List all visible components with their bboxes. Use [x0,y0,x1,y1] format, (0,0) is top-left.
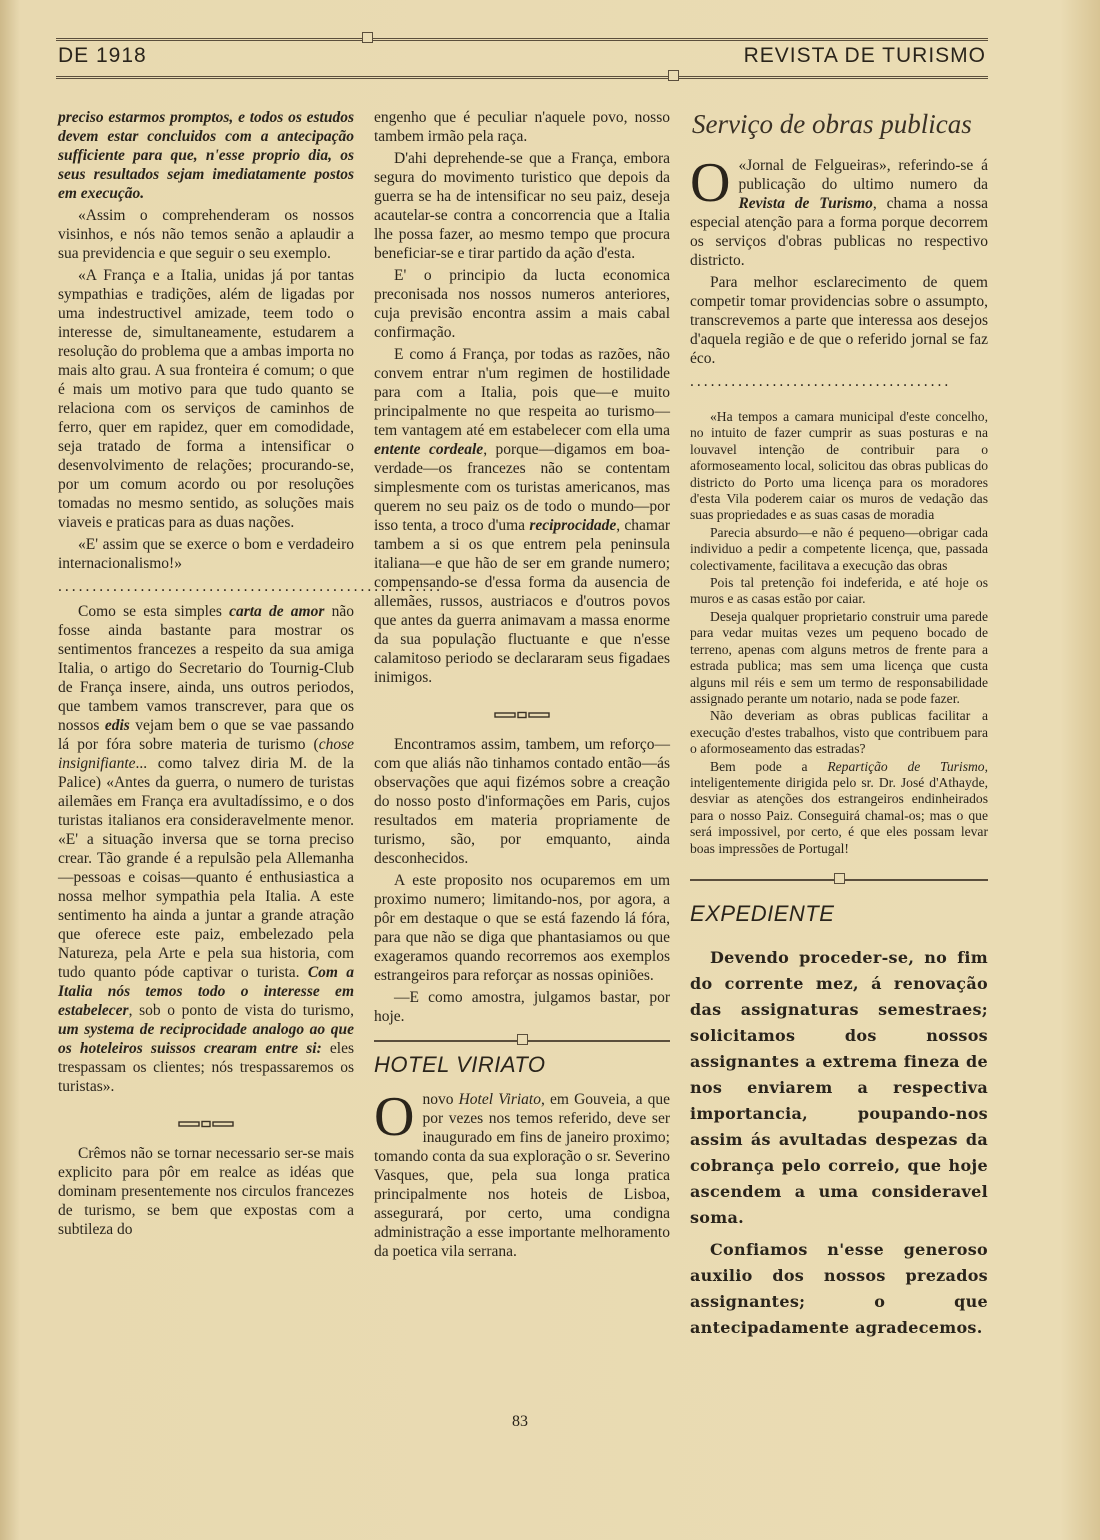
paragraph: Crêmos não se tornar necessario ser-se mais explicito para pôr em realce as idéas que dominam presentemente nos circulos francezes de turismo, se bem que expostas com a subtileza do [58,1145,354,1238]
paragraph: E' o principio da lucta economica preconisada nos nossos numeros anteriores, cuja previsão encontra assim a mais cabal confirmação. [374,267,670,341]
section-rule [690,879,988,881]
paragraph: A este proposito nos ocuparemos em um proximo numero; limitando-nos, por agora, a pôr em destaque o que se está fazendo lá fóra, para que não se diga que phantasiamos ou que exageramos quando recorremos aos exemplos estrangeiros para reforçar as nossas opiniões. [374,872,670,984]
paragraph: Pois tal pretenção foi indeferida, e até hoje os muros e as casas estão por caiar. [690,575,988,607]
header-title: REVISTA DE TURISMO [743,44,986,67]
text-run: , porque—digamos em boa-verdade—os francezes não se contentam simplesmente com os turistas americanos, mas querem no seu paiz os de todo o mundo—por isso tenta, a troco d'uma [374,441,670,534]
quoted-article [690,409,988,857]
paragraph: «A França e a Italia, unidas já por tantas sympathias e tradições, além de ligadas por uma indestructivel amizade, teem todo o interesse de, simultaneamente, estudarem a resolução do problema que a ambas importa no mais alto grau. A sua fronteira é comum; o que é mais um motivo para que tudo quanto se relaciona com os serviços de caminhos de ferro, quer em rapidez, quer em comodidade, seja tratado de forma a intensificar o desenvolvimento de relações; procurando-se, por um comum acordo ou por resoluções tomadas no mesmo sentido, as soluções mais viaveis e praticas para as duas nações. [58,267,354,531]
paragraph [58,602,354,1096]
paragraph: engenho que é peculiar n'aquele povo, nosso tambem irmão pela raça. [374,109,670,145]
rule-ornament [362,32,373,43]
dotted-separator: ........................................................ [58,578,443,595]
obras-heading: Serviço de obras publicas [692,109,972,139]
text-run: Como se esta simples [78,603,230,620]
paragraph: «E' assim que se exerce o bom e verdadeiro internacionalismo!» [58,536,354,572]
text-run: novo [422,1091,459,1108]
expediente-notice [690,945,988,1341]
text-run: , inteligentemente dirigida pelo sr. Dr. José d'Athayde, desviar as atenções dos estrangeiros endinheirados para o nosso Paiz. Conseguirá chamal-os; mas o que será impossivel, por certo, é que eles possam levar boas impressões de Portugal! [690,758,989,856]
paragraph: D'ahi deprehende-se que a França, embora segura do movimento turistico que depois da guerra se ha de intensificar no seu paiz, deseja acautelar-se contra a concorrencia que a Italia lhe possa fazer, ao mesmo tempo que procura beneficiar-se e tirar partido da ação d'esta. [374,150,670,262]
paragraph: Para melhor esclarecimento de quem competir tomar providencias sobre o assumpto, transcrevemos a parte que interessa aos desejos d'aquela região e de que o referido jornal se faz éco. [690,274,988,367]
text-run: , sob o ponto de vista do turismo, [128,1002,354,1019]
ornament-divider [374,705,670,715]
top-rule [56,38,988,41]
text-run: , em Gouveia, a que por vezes nos temos referido, deve ser inaugurado em fins de janeiro proximo; tomando conta da sua exploração o sr. Severino Vasques, que, pela sua longa pratica principalmente nos hoteis de Lisboa, assegurará, por certo, uma condigna administração a esse importante melhoramento da poetica vila serrana. [374,1091,670,1260]
hotel-heading: HOTEL VIRIATO [374,1052,546,1077]
paragraph [690,759,988,857]
paragraph [374,345,670,687]
text-run: Bem pode a [710,758,828,774]
paragraph: Deseja qualquer proprietario construir uma parede para vedar muitas vezes um pequeno bocado de terreno, apenas com alguns metros de frente para a estrada publica; mas sem uma licença que custa alguns mil réis e sem um termo de responsabilidade assignado perante um notario, nada se pode fazer. [690,608,988,706]
paragraph: Encontramos assim, tambem, um reforço—com que aliás não tinhamos contado então—ás observações que aqui fizémos sobre a creação do nosso posto d'informações em Paris, cujos resultados em materia propriamente de turismo, são, por emquanto, ainda desconhecidos. [374,736,670,867]
ornament-divider [58,1114,354,1124]
paragraph: Confiamos n'esse generoso auxilio dos nossos prezados assignantes; o que antecipadamente agradecemos. [690,1239,988,1337]
emphasis: reciprocidade [529,517,617,534]
paragraph: Devendo proceder-se, no fim do corrente mez, á renovação das assignaturas semestraes; solicitamos dos nossos assignantes a extrema fineza de nos enviarem a respectiva importancia, poupando-nos assim ás avultadas despezas da cobrança pelo correio, que hoje ascendem a uma consideravel soma. [690,947,988,1227]
column-2 [374,108,670,1264]
emphasis: chose insignifiante [58,736,354,772]
text-run: eles trespassam os clientes; nós trespassaremos os turistas». [58,1040,354,1095]
drop-cap: O [690,152,731,214]
emphasis: um systema de reciprocidade analogo ao que os hoteleiros suissos crearam entre si: [58,1021,354,1057]
rule-ornament [834,873,845,884]
paragraph: —E como amostra, julgamos bastar, por hoje. [374,989,670,1025]
emphasis: carta de amor [229,603,325,620]
text-run: vejam bem o que se vae passando lá por fóra sobre materia de turismo ( [58,717,354,753]
emphasis: Com a Italia nós temos todo o interesse em estabelecer [58,964,354,1019]
text-run: , chamar tambem a si os que entrem pela peninsula italiana—e que hão de ser em grande numero; compensando-se d'essa forma da ausencia de allemães, russos, austriacos e d'outros povos que antes da guerra animavam a massa enorme da sua população fluctuante e que n'esse calamitoso periodo se declararam seus figadaes inimigos. [374,517,670,686]
page-number: 83 [512,1413,528,1430]
drop-cap: O [374,1086,415,1148]
header-rule [56,76,988,79]
paragraph: «Assim o comprehenderam os nossos visinhos, e nós não temos senão a aplaudir a sua previdencia e que seguir o seu exemplo. [58,207,354,262]
rule-ornament [517,1034,528,1045]
paragraph: Não deveriam as obras publicas facilitar a execução d'estes trabalhos, visto que contribuem para o aformoseamento das estradas? [690,708,988,757]
emphasis: Repartição de Turismo [827,758,985,774]
section-rule [374,1040,670,1042]
paragraph: «Ha tempos a camara municipal d'este concelho, no intuito de fazer cumprir as suas posturas e na louvavel intenção de contribuir para o aformoseamento local, solicitou das obras publicas do districto do Porto uma licença para os moradores d'esta Vila poderem caiar os muros de vedação das suas propriedades e as suas casas de moradia [690,409,988,523]
text-run: «Jornal de Felgueiras», referindo-se á publicação do ultimo numero da [738,157,988,193]
emphasis: Hotel Viriato [458,1091,541,1108]
paragraph: preciso estarmos promptos, e todos os estudos devem estar concluidos com a antecipação sufficiente para que, n'esse proprio dia, os seus resultados sejam imediatamente postos em execução. [58,109,354,202]
expediente-heading: EXPEDIENTE [690,900,835,926]
text-run: não fosse ainda bastante para mostrar os sentimentos francezes a respeito da sua amiga Italia, o artigo do Secretario do Tournig-Club de França insere, ainda, uns outros periodos, que tambem vamos transcrever, para que os nossos [58,603,354,734]
column-3 [690,108,988,1347]
emphasis: entente cordeale [374,441,484,458]
emphasis: edis [104,717,130,734]
paragraph [374,1086,670,1261]
paragraph: Parecia absurdo—e não é pequeno—obrigar cada individuo a pedir a competente licença, que, passada colectivamente, facilitava a execução das obras [690,524,988,573]
text-run: ... como talvez diria M. de la Palice) «Antes da guerra, o numero de turistas ailemães em França era avultadíssimo, e o dos turistas italianos era consideravelmente menor. «E' a situação inversa que se torna preciso crear. Tão grande é a repulsão pela Allemanha—pessoas e coisas—quanto é enthusiastica a nossa melhor sympathia pela Italia. A este sentimento ha ainda a juntar a grande atração que oferece este paiz, embelezado pela Natureza, pela Arte e pela sua historia, com tudo quanto póde captivar o turista. [58,755,354,981]
emphasis: Revista de Turismo [738,195,873,212]
paragraph [690,152,988,270]
text-run: , chama a nossa especial atenção para a forma porque decorrem os serviços d'obras publicas no respectivo districto. [690,195,988,269]
dotted-separator: ...................................... [690,373,952,390]
header-date: DE 1918 [58,44,147,67]
text-run: E como á França, por todas as razões, não convem entrar n'um regimen de hostilidade para com a Italia, pois que—e muito principalmente no que respeita ao turismo—tem vantagem até em estabelecer com ella uma [374,346,670,439]
rule-ornament [668,70,679,81]
